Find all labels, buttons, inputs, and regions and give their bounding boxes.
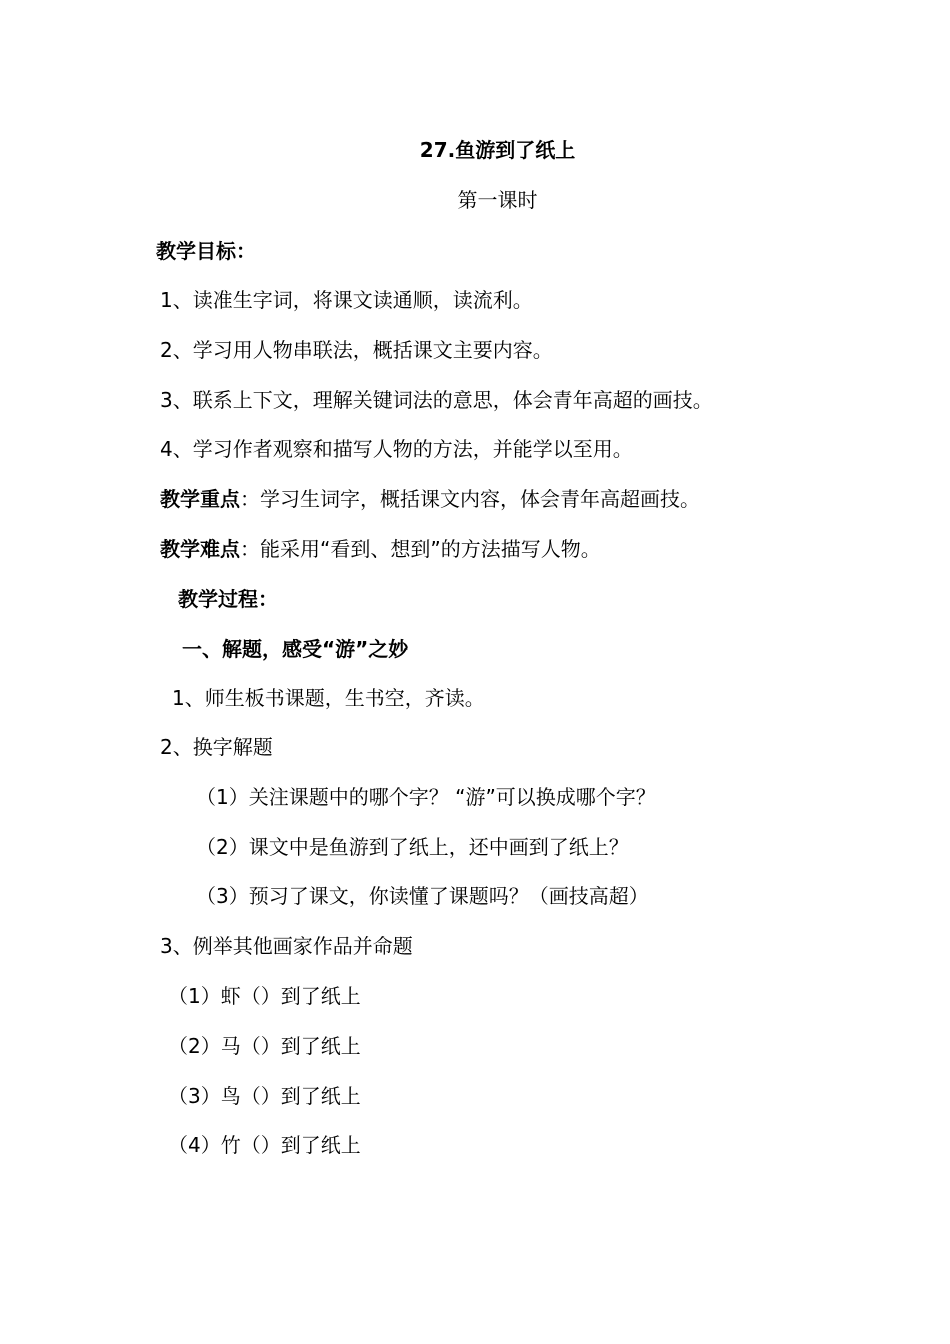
difficulty-text: ：能采用“看到、想到”的方法描写人物。 xyxy=(240,537,601,561)
step-item: 2、换字解题 xyxy=(160,735,273,759)
sub-step-item: （1）关注课题中的哪个字？ “游”可以换成哪个字？ xyxy=(196,785,656,809)
objectives-heading: 教学目标： xyxy=(156,239,256,263)
sub-step-item: （3）预习了课文，你读懂了课题吗？（画技高超） xyxy=(196,884,649,908)
sub-step-item: （3）鸟（）到了纸上 xyxy=(168,1084,361,1108)
step-item: 1、师生板书课题，生书空，齐读。 xyxy=(172,686,485,710)
key-point-label: 教学重点 xyxy=(160,487,240,511)
sub-step-item: （2）课文中是鱼游到了纸上，还中画到了纸上？ xyxy=(196,835,629,859)
sub-step-item: （4）竹（）到了纸上 xyxy=(168,1133,361,1157)
sub-step-item: （1）虾（）到了纸上 xyxy=(168,984,361,1008)
difficulty-line xyxy=(160,535,601,563)
objective-item: 2、学习用人物串联法，概括课文主要内容。 xyxy=(160,338,553,362)
lesson-title: 27.鱼游到了纸上 xyxy=(419,138,576,162)
section-heading: 一、解题，感受“游”之妙 xyxy=(182,637,409,661)
objective-item: 3、联系上下文，理解关键词法的意思，体会青年高超的画技。 xyxy=(160,388,713,412)
objective-item: 4、学习作者观察和描写人物的方法，并能学以至用。 xyxy=(160,437,633,461)
difficulty-label: 教学难点 xyxy=(160,537,240,561)
process-heading: 教学过程： xyxy=(178,587,278,611)
lesson-subtitle: 第一课时 xyxy=(457,188,538,212)
key-point-text: ：学习生词字，概括课文内容，体会青年高超画技。 xyxy=(240,487,700,511)
key-point-line xyxy=(160,485,700,513)
sub-step-item: （2）马（）到了纸上 xyxy=(168,1034,361,1058)
objective-item: 1、读准生字词，将课文读通顺，读流利。 xyxy=(160,288,533,312)
step-item: 3、例举其他画家作品并命题 xyxy=(160,934,413,958)
